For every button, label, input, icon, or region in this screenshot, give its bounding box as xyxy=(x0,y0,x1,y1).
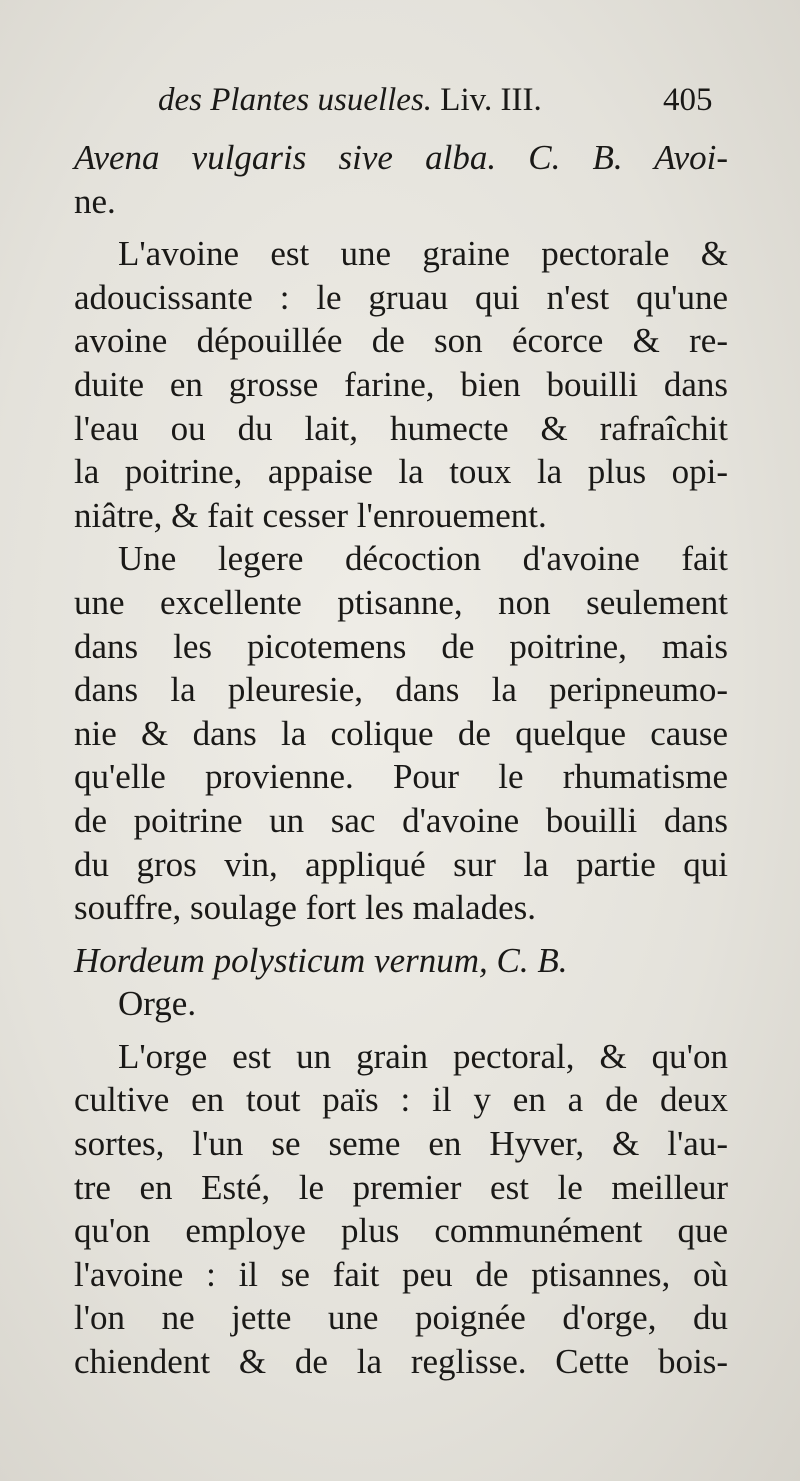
entry-heading-line: Hordeum polysticum vernum, C. B. xyxy=(74,940,568,980)
entry-heading-line: Avena vulgaris sive alba. C. B. Avoi- xyxy=(74,138,728,177)
paragraph-line: une excellente ptisanne, non seulement xyxy=(74,582,728,622)
paragraph-line: souffre, soulage fort les malades. xyxy=(74,888,536,928)
paragraph-line: de poitrine un sac d'avoine bouilli dans xyxy=(74,800,728,840)
paragraph-line: l'eau ou du lait, humecte & rafraîchit xyxy=(74,408,728,448)
book-number: Liv. III. xyxy=(440,82,542,118)
paragraph-line: la poitrine, appaise la toux la plus opi- xyxy=(74,452,728,492)
paragraph-line: niâtre, & fait cesser l'enrouement. xyxy=(74,495,547,535)
paragraph-line: duite en grosse farine, bien bouilli dans xyxy=(74,364,728,404)
paragraph-line: Une legere décoction d'avoine fait xyxy=(118,539,728,579)
paragraph-line: qu'elle provienne. Pour le rhumatisme xyxy=(74,757,728,797)
paragraph-line: nie & dans la colique de quelque cause xyxy=(74,713,728,753)
paragraph-line: chiendent & de la reglisse. Cette bois- xyxy=(74,1342,728,1382)
entry-heading-line: ne. xyxy=(74,181,116,221)
paragraph-line: dans les picotemens de poitrine, mais xyxy=(74,626,728,666)
paragraph-line: L'orge est un grain pectoral, & qu'on xyxy=(118,1036,728,1076)
paragraph-line: sortes, l'un se seme en Hyver, & l'au- xyxy=(74,1124,728,1164)
paragraph-line: l'avoine : il se fait peu de ptisannes, où xyxy=(74,1254,728,1294)
page-body xyxy=(74,136,728,1384)
paragraph-line: dans la pleuresie, dans la peripneumo- xyxy=(74,670,728,710)
paragraph-line: cultive en tout païs : il y en a de deux xyxy=(74,1080,728,1120)
paragraph-line: l'on ne jette une poignée d'orge, du xyxy=(74,1298,728,1338)
paragraph-line: du gros vin, appliqué sur la partie qui xyxy=(74,844,728,884)
entry-heading-line: Orge. xyxy=(118,984,197,1024)
paragraph-line: qu'on employe plus communément que xyxy=(74,1211,728,1251)
paragraph-line: avoine dépouillée de son écorce & re- xyxy=(74,321,728,361)
paragraph-line: tre en Esté, le premier est le meilleur xyxy=(74,1167,728,1207)
running-title: des Plantes usuelles. xyxy=(158,82,433,118)
running-header xyxy=(158,78,798,122)
paragraph-line: adoucissante : le gruau qui n'est qu'une xyxy=(74,277,728,317)
paragraph-line: L'avoine est une graine pectorale & xyxy=(118,234,728,274)
page-number: 405 xyxy=(663,82,713,118)
